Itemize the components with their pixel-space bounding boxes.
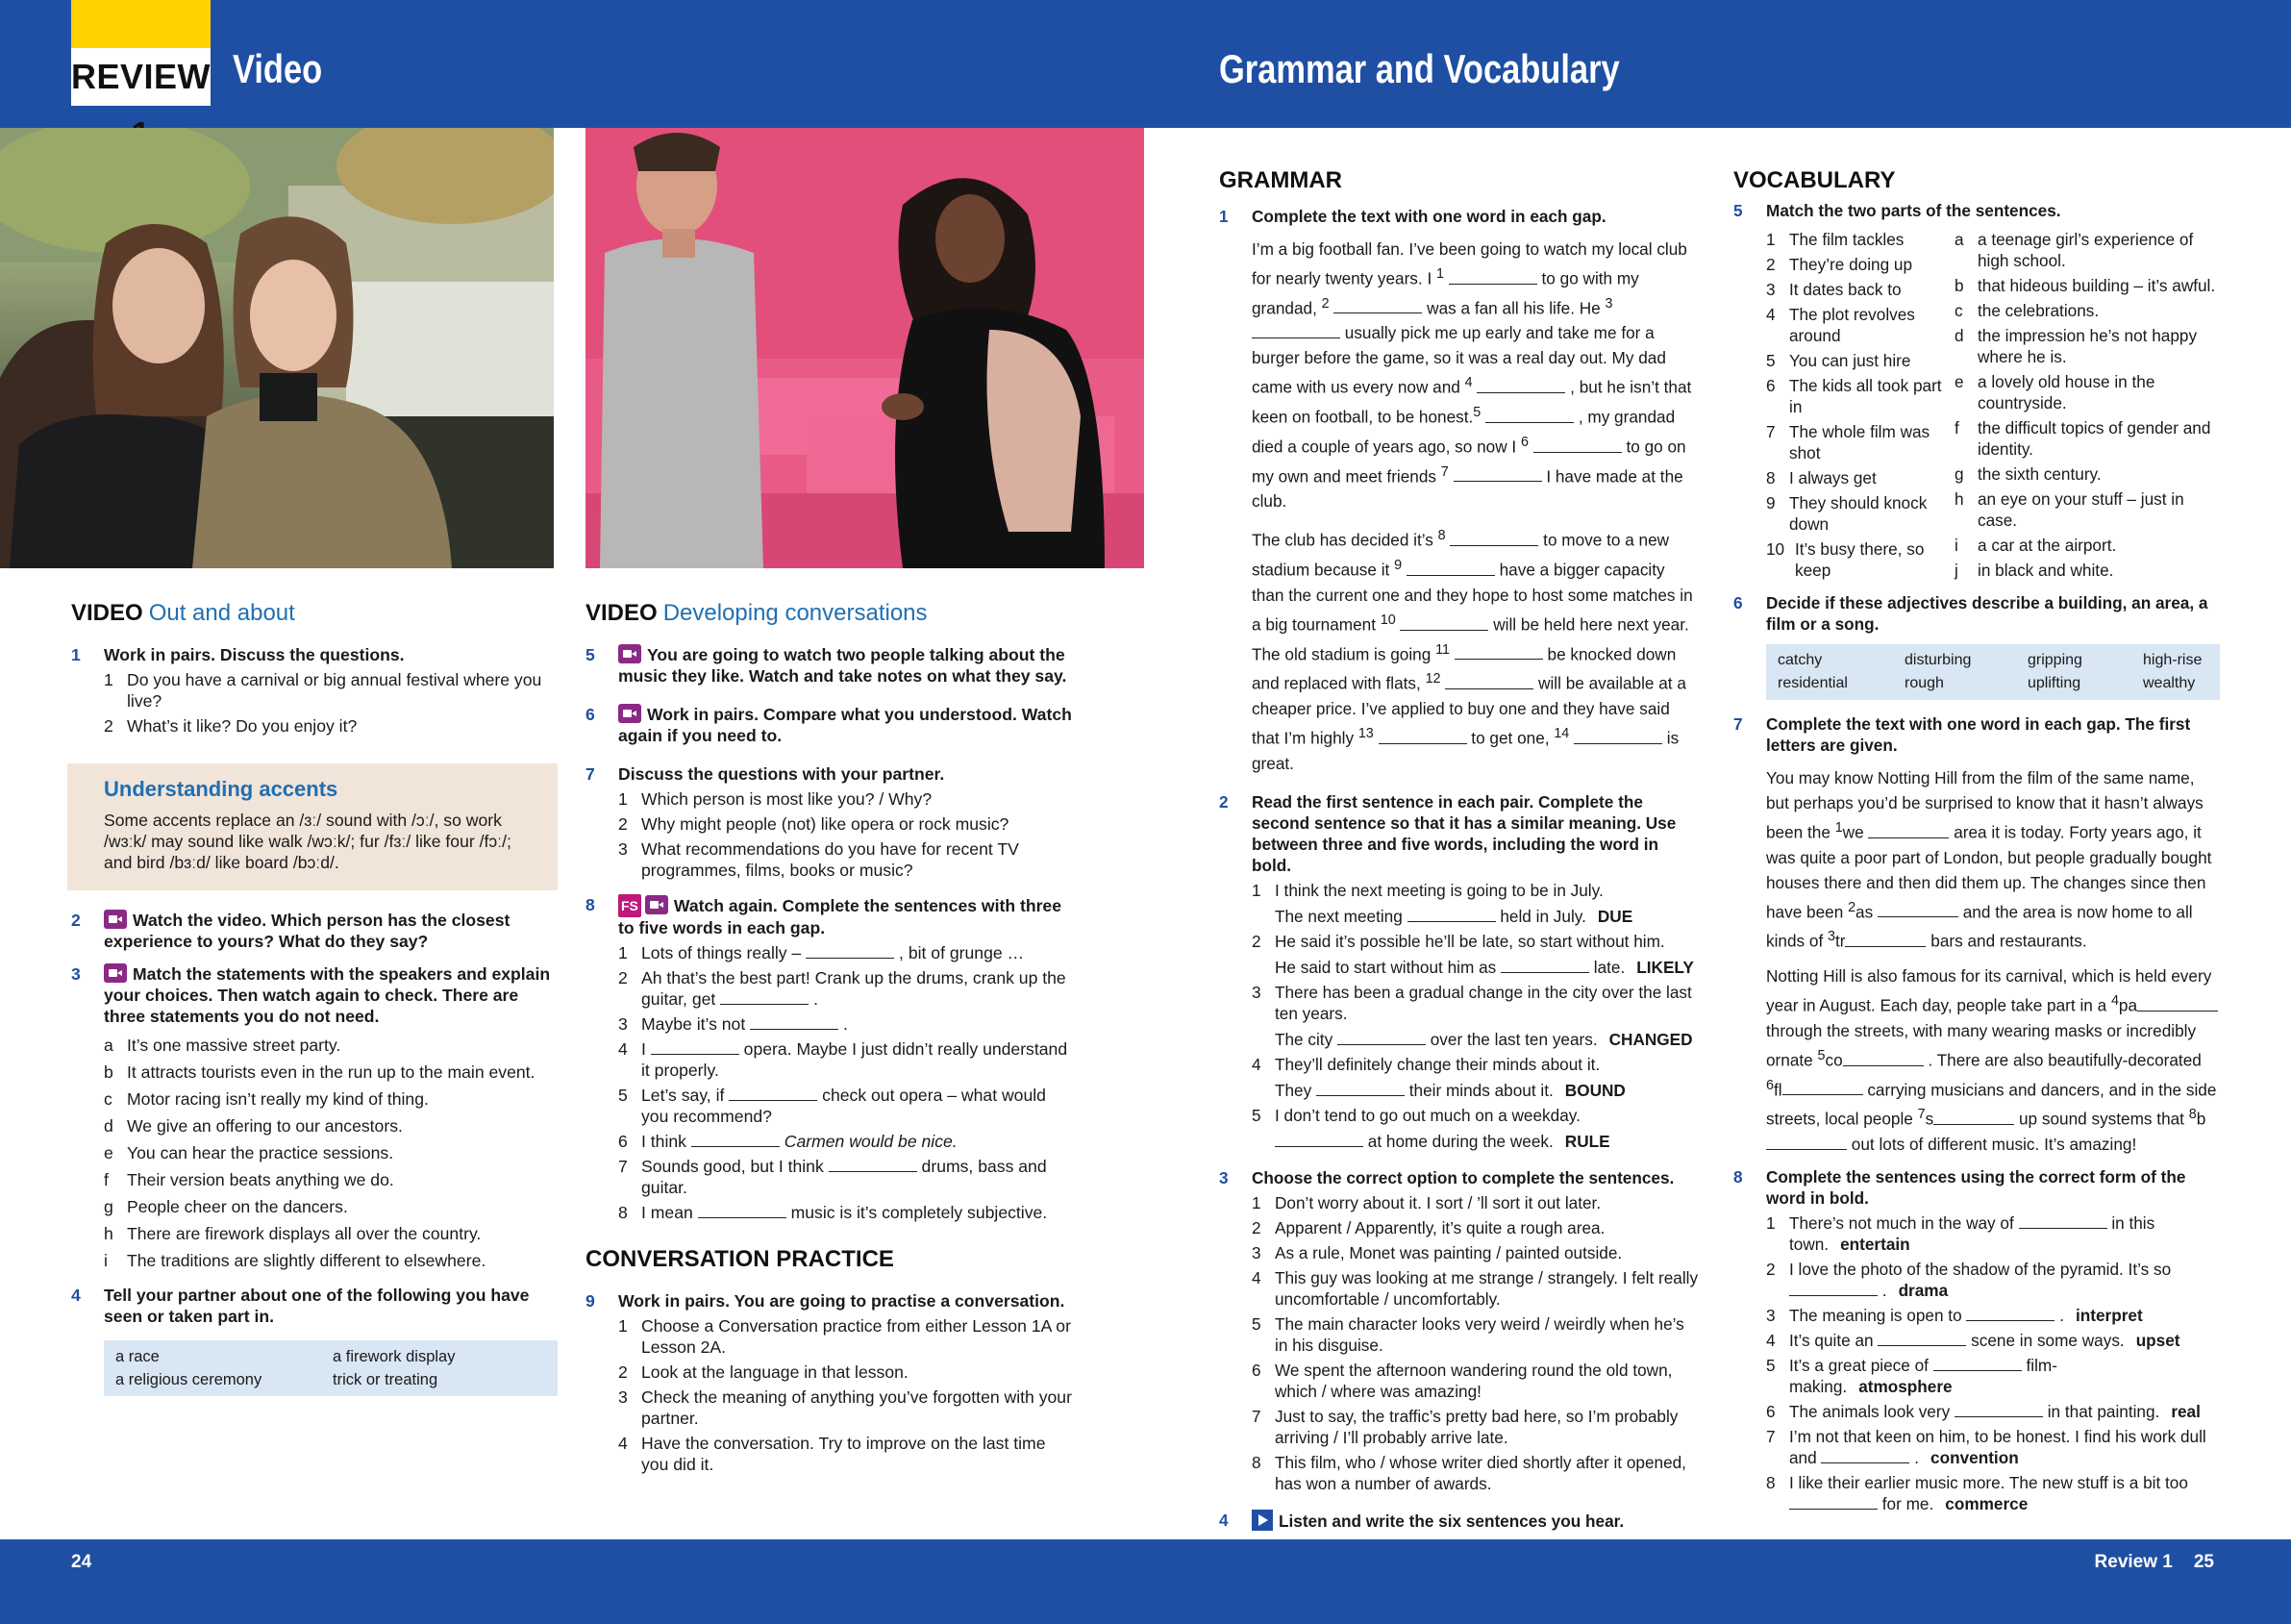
answer-gap[interactable] <box>1878 904 1958 917</box>
video-icon <box>645 895 668 914</box>
video-icon <box>104 963 127 983</box>
list-item: h There are firework displays all over the country. <box>104 1224 482 1243</box>
list-item: f Their version beats anything we do. <box>104 1170 394 1189</box>
footer-review-label: Review 1 <box>2094 1552 2173 1572</box>
answer-gap[interactable] <box>1574 731 1662 744</box>
answer-gap[interactable] <box>1878 1333 1966 1346</box>
review-tag <box>71 0 211 106</box>
video-still-two-women <box>0 128 554 568</box>
list-item: 1 Choose a Conversation practice from either Lesson 1A or Lesson 2A. <box>618 1316 1071 1357</box>
footer-bar <box>0 1539 2291 1624</box>
match-left-item: 5 You can just hire <box>1766 351 1911 370</box>
answer-gap[interactable] <box>1782 1082 1863 1095</box>
matching-grid <box>1766 225 2220 581</box>
section-subtitle: Out and about <box>148 600 295 626</box>
list-item: 4 I opera. Maybe I just didn’t really understand it properly. <box>618 1039 1068 1080</box>
answer-gap[interactable] <box>1843 1053 1924 1066</box>
list-item: 7 I’m not that keen on him, to be honest. I find his work dull and . convention <box>1766 1427 2206 1468</box>
list-item: 2 Look at the language in that lesson. <box>618 1362 909 1382</box>
answer-gap[interactable] <box>1407 562 1495 576</box>
video-icon <box>104 910 127 929</box>
answer-gap[interactable] <box>1533 439 1622 453</box>
list-item: 6 I think Carmen would be nice. <box>618 1132 958 1151</box>
list-item: 4 This guy was looking at me strange / strangely. I felt really uncomfortable / uncomfortably. <box>1252 1267 1699 1309</box>
left-page-title: Video <box>233 46 323 91</box>
list-item: 5 It’s a great piece of film-making. atmosphere <box>1766 1356 2057 1397</box>
vocab-text-paragraph-1: You may know Notting Hill from the film of the same name, but perhaps you’d be surprised to know that it hasn’t always been the $^1$we area it is today. Forty years ago, it was quite a poor part of London, but people gradually bought houses there and then did them up. The changes since then have been $^2$as and the area is now home to all kinds of $^3$tr bars and restaurants. <box>1766 768 2212 952</box>
grammar-text-paragraph-1: I’m a big football fan. I’ve been going to watch my local club for nearly twenty years. I $^1$ to go with my grandad, $^2$ was a fan all his life. He $^3$ usually pick me up early and take me for a burger before the game, so it was a real day out. My dad came with us every now and $^4$ , but he isn’t that keen on football, to be honest.$^5$ , my grandad died a couple of years ago, so now I $^6$ to go on my own and meet friends $^7$ I have made at the club. <box>1252 239 1692 512</box>
answer-gap[interactable] <box>1766 1137 1847 1150</box>
exercise-6: 6 Work in pairs. Compare what you understood. Watch again if you need to. <box>585 705 1072 745</box>
video-out-and-about-section <box>71 600 558 737</box>
match-left-item: 9 They should knock down <box>1766 493 1928 534</box>
list-item: 2 Apparent / Apparently, it’s quite a rough area. <box>1252 1217 1606 1237</box>
list-item: 3 What recommendations do you have for recent TV programmes, films, books or music? <box>618 839 1019 880</box>
video-icon <box>618 644 641 663</box>
answer-gap[interactable] <box>1477 380 1565 393</box>
list-item: 3 The meaning is open to . interpret <box>1766 1306 2143 1326</box>
answer-gap[interactable] <box>1845 934 1926 947</box>
page-number-right: 25 <box>2193 1552 2214 1572</box>
list-item: i The traditions are slightly different to elsewhere. <box>104 1251 486 1270</box>
exercise-5: 5 You are going to watch two people talking about the music they like. Watch and take notes on what they say. <box>585 645 1067 686</box>
list-item: b It attracts tourists even in the run up to the main event. <box>104 1062 535 1082</box>
understanding-accents-box <box>67 763 558 890</box>
match-left-item: 1 The film tackles <box>1766 230 1905 249</box>
list-item: 5 Let’s say, if check out opera – what would you recommend? <box>618 1086 1046 1126</box>
answer-gap[interactable] <box>1450 533 1538 546</box>
page-number-left: 24 <box>71 1552 92 1572</box>
answer-gap[interactable] <box>691 1134 780 1147</box>
list-item: c Motor racing isn’t really my kind of thing. <box>104 1089 429 1109</box>
vocabulary-exercise-7: 7 Complete the text with one word in each gap. The first letters are given. You may know Notting Hill from the film of the same name, but perhaps you’d be surprised to know that it hasn’t always been the $^1$we area it is today. Forty years ago, it was quite a poor part of London, but people gradually bought houses there and then did them up. The changes since then have been $^2$as and the area is now home to all kinds of $^3$tr bars and restaurants. Notting Hill is also famous for its carnival, which is held every year in August. Each day, people take part in a $^4$pa through the streets, with many wearing masks or incredibly ornate $^5$co . There are also beautifully-decorated $^6$fl carrying musicians and dancers, and in the side streets, local people $^7$s up sound systems that $^8$b out lots of different music. It’s amazing! <box>1733 713 2220 1157</box>
list-item: g People cheer on the dancers. <box>104 1197 348 1216</box>
list-item: 7 Just to say, the traffic’s pretty bad here, so I’m probably arriving / I’ll probably arrive late. <box>1252 1406 1679 1447</box>
header-bar <box>0 0 2291 128</box>
match-left-item: 8 I always get <box>1766 468 1877 487</box>
exercise-9: 9 Work in pairs. You are going to practise a conversation. 1 Choose a Conversation practice from either Lesson 1A or Lesson 2A. 2 Look at the language in that lesson. 3 Check the meaning of anything you’ve forgotten with your partner. 4 Have the conversation. Try to improve on the last time you did it. <box>585 1290 1074 1475</box>
answer-gap[interactable] <box>1789 1283 1878 1296</box>
list-item: 2 Why might people (not) like opera or rock music? <box>618 814 1009 834</box>
section-title-main: VIDEO <box>71 600 143 626</box>
video-developing-conversations-section <box>585 600 1074 1475</box>
answer-gap[interactable] <box>829 1159 917 1172</box>
list-item: 2 I love the photo of the shadow of the pyramid. It’s so . drama <box>1766 1260 2172 1301</box>
review-tag-label: REVIEW <box>71 48 211 106</box>
list-item: 1 I think the next meeting is going to be in July. The next meeting held in July. DUE <box>1252 880 1633 926</box>
exercise-number: 1 <box>71 645 81 664</box>
list-item: a It’s one massive street party. <box>104 1036 341 1055</box>
video-still-conversation <box>585 128 1144 568</box>
list-item: 8 This film, who / whose writer died shortly after it opened, has won a number of awards. <box>1252 1452 1686 1493</box>
match-left-item: 7 The whole film was shot <box>1766 422 1930 462</box>
list-item: 3 There has been a gradual change in the city over the last ten years. The city over the last ten years. CHANGED <box>1252 982 1693 1049</box>
section-title <box>71 600 558 627</box>
list-item: 5 The main character looks very weird / weirdly when he’s in his disguise. <box>1252 1313 1684 1355</box>
answer-gap[interactable] <box>1337 1032 1426 1045</box>
answer-gap[interactable] <box>1252 325 1340 338</box>
vocabulary-exercise-5: 5 Match the two parts of the sentences. 1 The film tackles 2 They’re doing up 3 It dates back to 4 The plot revolves around 5 You can just hire 6 The kids all took part in 7 The whole film was shot 8 I always get 9 They should knock down 10 It’s busy there, so keep a a teenage girl’s experience of high school. b that hideous building – it’s awful. c the celebrations. d the impression he’s not happy where he is. e a lovely old house in the countryside. f the difficult topics of gender and identity. g the sixth century. h an eye on your stuff – just in case. i a car at the airport. j in black and white. <box>1733 200 2220 581</box>
grammar-exercise-4: 4 Listen and write the six sentences you hear. <box>1219 1510 1625 1531</box>
list-item: 3 Maybe it’s not . <box>618 1014 848 1034</box>
list-item: 1 Do you have a carnival or big annual festival where you live? <box>104 670 542 711</box>
list-item: e You can hear the practice sessions. <box>104 1143 394 1162</box>
answer-gap[interactable] <box>2137 998 2218 1012</box>
answer-gap[interactable] <box>1501 960 1589 973</box>
list-item: 8 I like their earlier music more. The new stuff is a bit too for me. commerce <box>1766 1473 2188 1514</box>
grammar-exercise-3: 3 Choose the correct option to complete the sentences. 1 Don’t worry about it. I sort / ’ll sort it out later. 2 Apparent / Apparently, it’s quite a rough area. 3 As a rule, Monet was painting / painted outside. 4 This guy was looking at me strange / strangely. I felt really uncomfortable / uncomfortably. 5 The main character looks very weird / weirdly when he’s in his disguise. 6 We spent the afternoon wandering round the old town, which / where was amazing! 7 Just to say, the traffic’s pretty bad here, so I’m probably arriving / I’ll probably arrive late. 8 This film, who / whose writer died shortly after it opened, has won a number of awards. <box>1219 1167 1699 1493</box>
list-item: 2 He said it’s possible he’ll be late, so start without him. He said to start without him as late. LIKELY <box>1252 931 1694 977</box>
accents-title: Understanding accents <box>104 777 338 801</box>
list-item: 4 Have the conversation. Try to improve on the last time you did it. <box>618 1434 1046 1474</box>
match-right-item: f the difficult topics of gender and identity. <box>1955 418 2211 459</box>
list-item: 7 Sounds good, but I think drums, bass and guitar. <box>618 1157 1047 1197</box>
grammar-section <box>1219 167 1700 1532</box>
list-item: 1 Which person is most like you? / Why? <box>618 789 933 809</box>
answer-gap[interactable] <box>1455 646 1543 660</box>
section-title: VIDEO Developing conversations <box>585 600 928 626</box>
answer-gap[interactable] <box>1316 1083 1405 1096</box>
right-page-title: Grammar and Vocabulary <box>1219 46 1620 91</box>
answer-gap[interactable] <box>750 1016 838 1030</box>
conversation-practice-title: CONVERSATION PRACTICE <box>585 1246 894 1272</box>
list-item: 6 We spent the afternoon wandering round the old town, which / where was amazing! <box>1252 1360 1673 1401</box>
grammar-text-paragraph-2: The club has decided it’s $^8$ to move to a new stadium because it $^9$ have a bigger capacity than the current one and they hope to host some matches in a big tournament $^{10}$ will be held here next year. The old stadium is going $^{11}$ be knocked down and replaced with flats, $^{12}$ will be available at a cheaper price. I’ve applied to buy one and they have said that I’m highly $^{13}$ to get one, $^{14}$ is great. <box>1252 528 1693 773</box>
match-right-item: g the sixth century. <box>1955 464 2102 484</box>
video-icon <box>618 704 641 723</box>
list-item: 6 The animals look very in that painting. real <box>1766 1402 2201 1422</box>
match-left-item: 2 They’re doing up <box>1766 255 1913 274</box>
page-footer-right <box>2074 1552 2214 1573</box>
list-item: 4 They’ll definitely change their minds about it. They their minds about it. BOUND <box>1252 1054 1626 1100</box>
match-right-item: c the celebrations. <box>1955 301 2100 320</box>
answer-gap[interactable] <box>1333 300 1422 313</box>
vocab-text-paragraph-2: Notting Hill is also famous for its carnival, which is held every year in August. Each day, people take part in a $^4$pa through the streets, with many wearing masks or incredibly ornate $^5$co . There are also beautifully-decorated $^6$fl carrying musicians and dancers, and in the side streets, local people $^7$s up sound systems that $^8$b out lots of different music. It’s amazing! <box>1766 966 2217 1155</box>
match-right-item: i a car at the airport. <box>1955 536 2117 555</box>
accents-text: Some accents replace an /ɜː/ sound with /ɔː/, so work /wɜːk/ may sound like walk /wɔːk/; fur /fɜː/ like four /fɔː/; and bird /bɜːd/ like board /bɔːd/. <box>104 811 511 872</box>
exercise-2: 2 Watch the video. Which person has the closest experience to yours? What do they say? <box>71 911 510 951</box>
answer-gap[interactable] <box>1449 271 1537 285</box>
list-item: 1 Don’t worry about it. I sort / ’ll sort it out later. <box>1252 1192 1602 1212</box>
answer-gap[interactable] <box>698 1205 786 1218</box>
exercise-3: 3 Match the statements with the speakers and explain your choices. Then watch again to check. There are three statements you do not need. a It’s one massive street party. b It attracts tourists even in the run up to the main event. c Motor racing isn’t really my kind of thing. d We give an offering to our ancestors. e You can hear the practice sessions. f Their version beats anything we do. g People cheer on the dancers. h There are firework displays all over the country. i The traditions are slightly different to elsewhere. <box>71 963 558 1271</box>
fs-badge: FS <box>618 894 641 917</box>
answer-gap[interactable] <box>1275 1134 1363 1147</box>
answer-gap[interactable] <box>1821 1450 1909 1463</box>
exercise-7: 7 Discuss the questions with your partner. 1 Which person is most like you? / Why? 2 Why might people (not) like opera or rock music? 3 What recommendations do you have for recent TV programmes, films, books or music? <box>585 763 1074 881</box>
answer-gap[interactable] <box>1955 1404 2043 1417</box>
answer-gap[interactable] <box>1966 1308 2054 1321</box>
list-item: 3 As a rule, Monet was painting / painted outside. <box>1252 1242 1623 1262</box>
match-right-item: b that hideous building – it’s awful. <box>1955 276 2216 295</box>
grammar-exercise-2: 2 Read the first sentence in each pair. Complete the second sentence so that it has a similar meaning. Use between three and five words, including the word in bold. 1 I think the next meeting is going to be in July. The next meeting held in July. DUE 2 He said it’s possible he’ll be late, so start without him. He said to start without him as late. LIKELY 3 There has been a gradual change in the city over the last ten years. The city over the last ten years. CHANGED 4 They’ll definitely change their minds about it. They their minds about it. BOUND 5 I don’t tend to go out much on a weekday. at home during the week. RULE <box>1219 791 1700 1152</box>
answer-gap[interactable] <box>1407 909 1496 922</box>
answer-gap[interactable] <box>806 945 894 959</box>
list-item: 4 It’s quite an scene in some ways. upset <box>1766 1331 2180 1351</box>
answer-gap[interactable] <box>729 1087 817 1101</box>
vocabulary-exercise-6: 6 Decide if these adjectives describe a building, an area, a film or a song. catchy disturbing gripping high-rise residential rough uplifting wealthy <box>1733 592 2220 700</box>
answer-gap[interactable] <box>1454 468 1542 482</box>
grammar-title: GRAMMAR <box>1219 167 1342 193</box>
answer-gap[interactable] <box>1868 825 1949 838</box>
vocabulary-title: VOCABULARY <box>1733 167 1896 193</box>
adjectives-box: catchy disturbing gripping high-rise residential rough uplifting wealthy <box>1766 644 2220 700</box>
match-left-item: 4 The plot revolves around <box>1766 305 1915 345</box>
audio-play-icon[interactable] <box>1252 1510 1273 1531</box>
answer-gap[interactable] <box>651 1041 739 1055</box>
list-item: 1 There’s not much in the way of in this town. entertain <box>1766 1213 2155 1255</box>
answer-gap[interactable] <box>1445 676 1533 689</box>
list-item: 3 Check the meaning of anything you’ve forgotten with your partner. <box>618 1387 1072 1428</box>
list-item: 2 Ah that’s the best part! Crank up the drums, crank up the guitar, get . <box>618 968 1066 1009</box>
answer-gap[interactable] <box>1400 617 1488 631</box>
answer-gap[interactable] <box>720 991 809 1005</box>
word-box: a race a firework display a religious ceremony trick or treating <box>104 1340 558 1396</box>
list-item: 2 What’s it like? Do you enjoy it? <box>104 716 358 736</box>
exercise-8: 8 FS Watch again. Complete the sentences with three to five words in each gap. 1 Lots of things really – , bit of grunge … 2 Ah that’s the best part! Crank up the drums, crank up the guitar, get . 3 Maybe it’s not . 4 I opera. Maybe I just didn’t really understand it properly. 5 Let’s say, if check out opera – what would you recommend? 6 I think Carmen would be nice. 7 Sounds good, but I think drums, bass and guitar. 8 I mean music is it’s completely subjective. <box>585 894 1074 1223</box>
exercise-1 <box>71 644 558 737</box>
list-item: d We give an offering to our ancestors. <box>104 1116 403 1136</box>
vocabulary-exercise-8: 8 Complete the sentences using the correct form of the word in bold. 1 There’s not much in the way of in this town. entertain 2 I love the photo of the shadow of the pyramid. It’s so . drama 3 The meaning is open to . interpret 4 It’s quite an scene in some ways. upset 5 It’s a great piece of film-making. atmosphere 6 The animals look very in that painting. real 7 I’m not that keen on him, to be honest. I find his work dull and . convention 8 I like their earlier music more. The new stuff is a bit too for me. commerce <box>1733 1166 2220 1514</box>
match-right-item: d the impression he’s not happy where he is. <box>1955 326 2198 366</box>
answer-gap[interactable] <box>1485 410 1574 423</box>
match-right-item: e a lovely old house in the countryside. <box>1955 372 2155 412</box>
match-right-item: a a teenage girl’s experience of high school. <box>1955 230 2194 270</box>
answer-gap[interactable] <box>1379 731 1467 744</box>
list-item: 8 I mean music is it’s completely subjective. <box>618 1203 1048 1222</box>
list-item: 1 Lots of things really – , bit of grunge … <box>618 943 1025 962</box>
grammar-exercise-1: 1 Complete the text with one word in each gap. I’m a big football fan. I’ve been going to watch my local club for nearly twenty years. I $^1$ to go with my grandad, $^2$ was a fan all his life. He $^3$ usually pick me up early and take me for a burger before the game, so it was a real day out. My dad came with us every now and $^4$ , but he isn’t that keen on football, to be honest.$^5$ , my grandad died a couple of years ago, so now I $^6$ to go on my own and meet friends $^7$ I have made at the club. The club has decided it’s $^8$ to move to a new stadium because it $^9$ have a bigger capacity than the current one and they hope to host some matches in a big tournament $^{10}$ will be held here next year. The old stadium is going $^{11}$ be knocked down and replaced with flats, $^{12}$ will be available at a cheaper price. I’ve applied to buy one and they have said that I’m highly $^{13}$ to get one, $^{14}$ is great. <box>1219 206 1700 776</box>
answer-gap[interactable] <box>1933 1358 2022 1371</box>
match-left-item: 3 It dates back to <box>1766 280 1902 299</box>
answer-gap[interactable] <box>1789 1496 1878 1510</box>
match-left-item: 6 The kids all took part in <box>1766 376 1942 416</box>
exercise-instruction: Work in pairs. Discuss the questions. <box>104 645 405 664</box>
match-right-item: h an eye on your stuff – just in case. <box>1955 489 2184 530</box>
answer-gap[interactable] <box>2019 1215 2107 1229</box>
vocabulary-section <box>1733 167 2220 1514</box>
video-out-and-about-exercises <box>71 910 558 1396</box>
match-left-item: 10 It’s busy there, so keep <box>1766 539 1925 580</box>
match-right-item: j in black and white. <box>1955 561 2114 580</box>
exercise-4: 4 Tell your partner about one of the following you have seen or taken part in. a race a firework display a religious ceremony trick or treating <box>71 1285 558 1396</box>
answer-gap[interactable] <box>1933 1112 2014 1125</box>
list-item: 5 I don’t tend to go out much on a weekday. at home during the week. RULE <box>1252 1105 1610 1151</box>
